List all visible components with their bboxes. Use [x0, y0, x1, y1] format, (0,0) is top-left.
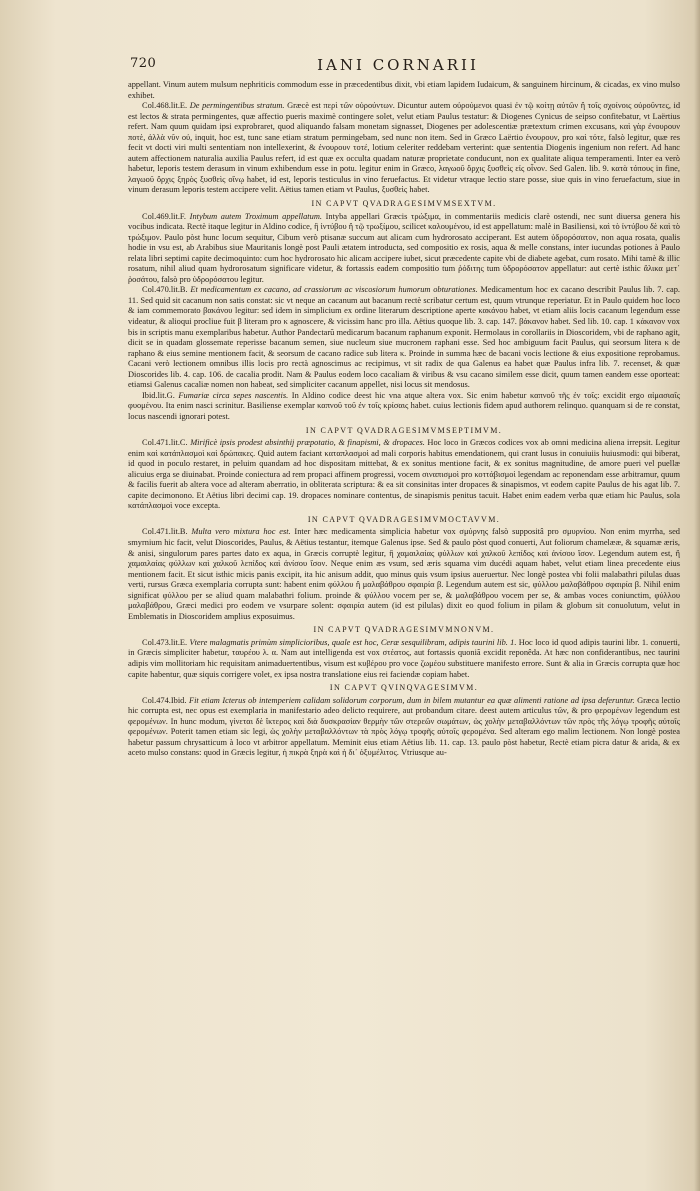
lemma: Fit etiam Icterus ob intemperiem calidam solidorum corporum, dum in bilem mutantur ea quæ alimenti ratione ad ipsa deferuntur. — [188, 695, 635, 705]
lemma: Multa vero mixtura hoc est. — [191, 527, 291, 537]
paragraph — [128, 80, 680, 101]
commentary-entry — [128, 638, 680, 680]
column-reference: Ibid.lit.G. — [142, 390, 175, 400]
entry-text: Hoc loco id quod adipis taurini libr. 1. conuerti, in Græcis simpliciter habetur, ταυρέου λ. α. Nam aut intelligenda est vox στέατος, aut fortassis quoniã excidit reponêda. At hæc non confiderantibus, nec taurini adipis vim mollitoriam hic requisitam animaduertentibus, visum est κυβέρου pro voce ζωμέου substituere manifesto errore. Sunt & alia in Græcis corrupta quæ hoc capite habentur, quæ siquis corrigere volet, ex ipsa nostra translatione eius rei faciendæ copiam habet. — [128, 637, 680, 679]
entry-text: Medicamentum hoc ex cacano describit Paulus lib. 7. cap. 11. Sed quid sit cacanum non satis constat: sic vt neque an cacanum aut bacanum rectè scribatur certum est, quum vtrunque reperiatur. Et in Paulo quidem hoc loco & iam commemorato βακάνου legitur: sed idem in simplicium ex ordine literarum descriptione aperte κακάνου habet, vt etiam aliis locis cacanum legendum esse videatur, & alioqui procliue fuit β literam pro κ agnoscere, & vicissim hanc pro illa. Aëtius quoque lib. 3. cap. 147. βάκανον habet. Sed lib. 10. cap. 1 κάκανον vox bis in scriptis manu exemplaribus habetur. Author Pandectarũ medicarum bacanum raphanum exponit. Hermolaus in corollariis in Dioscoridem, vbi de raphano agit, dicit se in quadam glossemate reperisse bacanum semen, siue nucleum siue mucronem raphani esse. Sed hoc ambiguum facit Paulus, qui seorsum litera κ de raphano & eius semine mentionem facit, & seorsum de cacano radice sub litera κ. Proinde in summa hæc de bacani vocis lectione & eius expositione reprobamus. Cacani verò lectionem omnibus illis locis pro rectà agnoscimus ac recipimus, vt sit radix de qua Galenus ea habet quæ Paulus infra lib. 7. recenset, & quæ Dioscorides lib. 4. cap. 106. de cacalia prodit. Nam & Paulus eodem loco cacaliam & viribus & vsu cacano similem esse dicit, quum tamen eandem esse oporteat: etiamsi Galenus cacaliæ nomen non habeat, sed simpliciter cacanum appellet, nisi locus sit mendosus. — [128, 285, 680, 390]
column-reference: Col.474.Ibid. — [142, 695, 187, 705]
lemma: Vtere malagmatis primùm simplicioribus, quale est hoc, Ceræ sesquilibram, adipis taurini lib. 1. — [189, 637, 517, 647]
commentary-entry — [128, 391, 680, 423]
page-header — [118, 56, 678, 78]
entry-text: Intyba appellari Græcis τρώξιμα, in commentariis medicis clarè ostendi, nec sunt diuersa genera his vocibus indicata. Rectè itaque legitur in Aldino codice, ἢ ἰντύβου ἢ τῷ τρωξίμου, scilicet καλουμένου, id est appellatum: malè in Basiliensi, καὶ τὸ ἰντύβου δὲ καὶ τὸ τρώξιμον. Paulo pòst hunc locum sequitur, Cibum verò ptisanæ succum aut alicam cum hydrorosato acciperant. Est autem ὑδρορόσατον, non aqua rosata, qualis hodie in vsu est, ab Arabibus siue Mauritanis longè post Pauli ætatem introducta, sed compositio ex rosis, aqua & melle constans, inter iucundas potiones à Paulo relata libri septimi capite decimoquinto: cum hoc hydrorosato hic alicam accipere iubet, sicut præcedente capite vbi de diabete agebat, cum rosato. Mihi tamè & illic rosatum, nihil aliud quam hydrorosatum significare videtur, & fortassis eadem compositio tum ῥόδιτης tum ὑδρορόσατον appellatur: aut certè isthic ἄλικα μετ᾽ ῥοσάτου, falsò pro ὑδρορόσατου legitur. — [128, 211, 680, 284]
entry-text: Hoc loco in Græcos codices vox ab omni medicina aliena irrepsit. Legitur enim καὶ κατάπλασμοὶ καὶ δρώπακες. Quid autem faciant καταπλασμοὶ ad mali corporis habitus emendationem, qui crant lusus in conuiuiis huiusmodi: qui biberat, id quod in poculo restaret, in peluim quandam ad hoc dispositam mittebat, & ex sonitus mentione facit, & ex sonitus magnitudine, de amore pueri vel puellæ alicuius erga se diuinabat. Proinde coniectura ad rem propaci affinem progressi, vocem σιναπισμοὶ pro κοττάβισμοὶ legendam ac reponendam esse arbitramur, quum & facilis fuerit ab altera voce ad alteram aberratio, in obliterata scriptura: & ea sit consinitas inter dropaces & sinapismos, vt eodem capite Paulus de his agat lib. 7. capite decimonono. Et Aëtius libri decimi cap. 19. dropaces nominare contentus, de sinapismis penitus tacuit. Habet enim eadem verba quæ etiam hic Paulus, sola κατάπλασμοὶ voce excepta. — [128, 438, 680, 511]
chapter-heading: IN CAPVT QVINQVAGESIMVM. — [329, 683, 479, 693]
commentary-entry — [128, 285, 680, 390]
column-reference: Col.470.lit.B. — [142, 285, 188, 295]
lemma: De permingentibus stratum. — [189, 101, 285, 111]
running-head: IANI CORNARII — [317, 56, 479, 74]
entry-text: Græcè est περὶ τῶν οὐρούντων. Dicuntur autem οὐρούμενοι quasi ἐν τῷ κοίτῃ αὐτῶν ἢ τοῖς σχοίνοις οὐροῦντες, id est lectos & strata permingentes, quæ affectio pueris maximè contingere solet, velut etiam Paulus testatur: & Diogenes Cynicus de seipso confitebatur, vt Laërtius refert. Nam quum quidam ipsi exprobraret, quod aliquando falsam monetam signasset, Diogenes per adolescentiæ prætextum crimen excusans, καὶ γὰρ ἐνουρουν ποτὲ, ἀλλὰ νῦν οὐ, inquit, hoc est, tunc sane etiam stratum permingebam, sed nunc non item. Sed in Græco Laërtio ἐνουρουν, pro καὶ τότε, falsò legitur, quæ res fecit vt docti viri multi sententiam non intellexerint, & ἐνουρουν τοτέ, lotium celeriter reddebam verterint: quæ sententia Diogenis ingenium non refert. Ad hanc autem affectionem naturalia auxilia Paulus refert, id est quæ ex occulta quadam naturæ proprietate conducunt, non ex qualitate aliqua temperamenti. Inter ea verò habetur, leporis testem derasum in vinum exhibendum esse in potu. legitur enim in Græco, λαγωοῦ ὄρχις ξυσθεὶς εἰς οἶνον. Sed Galen. lib. 9. κατὰ τόπους in fine, λαγωοῦ ὄρχις ξηρὸς ξυσθεὶς οἴνῳ habet, id est, leporis testiculus in vino feruefactus. Et videtur vtraque lectio stare posse, siue quis in vino feruefactum, siue in vinum derasum leporis testem accipere velit. Aëtius tamen etiam vt Paulus, ξυσθεὶς habet. — [128, 101, 680, 195]
commentary-entry — [128, 438, 680, 512]
chapter-heading: IN CAPVT QVADRAGESIMVMSEPTIMVM. — [305, 425, 503, 435]
page-body — [128, 80, 680, 1165]
entry-text: Inter hæc medicamenta simplicia habetur vox σμύρνης falsò suppositâ pro σμυρνίου. Non enim myrrha, sed smyrnium hic facit, velut Dioscorides, Paulus, & Aëtius testantur, itemque Galenus ipse. Sed & paulo pòst quod conuerti, Aut foliorum chamelææ, & squamæ æris, & anisi, singulorum pares partes dato ex aqua, in Græcis corruptè legitur, ἢ χαμαιλαίας φύλλων καὶ χαλκοῦ λεπίδος καὶ ἀνίσου ἴσον. Legendum autem est, ἢ χαμαιλαίας φύλλων καὶ χαλκοῦ λεπίδος καὶ ἀνίσου ἴσον. Neque enim æs vsum, sed æris squama vim ducédi aquam habet, velut etiam linea precedente eius mentionem facit. Et sicut isthic micis panis excipit, ita hic anisum addit, quo minus quis vsum ipsius aueruertur. Nec longè postea vbi folii malabathri pilulas duas verti, rursus Græca exemplaria corrupta sunt: habent enim φύλλου ἢ μαλαβάθρου σφαιρία β. Legendum autem est sic, φύλλου μαλαβάθρου σφαιρία β. Nihil enim significat φύλλου per se aliud quam malabathri folium. proinde & φύλλου vocem per se, & μαλαβάθρου vocem per se, & ambas voces coniunctim, φύλλου μαλαβάθρου, Græci medici pro eodem ve vsurpare solent: σφαιρία autem (id est pilulas) dixit eo quod folium in pilam & globum sit conuolutum, velut in Emblematis in Dioscoridem amplius exposuimus. — [128, 527, 680, 621]
page-edge-shadow — [694, 0, 700, 1191]
lemma: Et medicamentum ex cacano, ad crassiorum ac viscosiorum humorum obturationes. — [190, 285, 478, 295]
chapter-heading: IN CAPVT QVADRAGESIMVMNONVM. — [313, 625, 495, 635]
lemma: Fumariæ circa sepes nascentis. — [178, 390, 289, 400]
entry-text: In Aldino codice deest hic vna atque altera vox. Sic enim habetur καπνοῦ τῆς ἐν τοῖς: excidit ergo αἱμασιαῖς φυομένου. Ita enim nasci scrinitur. Basiliense exemplar καπνοῦ τοῦ ἐν τοῖς κρίσαις habet. cuius lectionis fidem apud authorem relinquo. quanquam si de re constat, locus nascendi ignorari potest. — [128, 390, 680, 421]
commentary-entry — [128, 212, 680, 286]
column-reference: Col.468.lit.E. — [142, 101, 188, 111]
column-reference: Col.471.lit.C. — [142, 438, 188, 448]
entry-text: Græca lectio hic corrupta est, nec opus est exemplaria in manifestario adeo delicto requirere, aut probandum citare. deest autem articulus τῶν, & pro φερομένων legendum est φερομένων. In hunc modum, γίνεται δὲ ἴκτερος καὶ διὰ δυσκρασίαν θερμὴν τῶν στερεῶν σωμάτων, ὡς χολὴν μεταβαλλόντων τῶν πρὸς τῆς λόγῳ τροφῆς αὐτοῖς φερομένων. Poterit tamen etiam sic legi, ὡς χολὴν μεταβαλλόντων τὰ πρὸς λόγῳ τροφῆς αὐτοῖς φερομένα. Sed alteram ego malim lectionem. Non longè postea habetur passum chrysatticum à loco vt arbitror appellatum. Meminit eius etiam Aëtius lib. 11. cap. 13. paulo pòst habetur, Rectè etiam picra datur & arida, & ex aceto mulso constans: quod in Græcis legitur, ἡ πικρὰ ξηρὰ καὶ ἡ δι᾽ ὀξυμέλιτος. Vtriusque au- — [128, 695, 680, 758]
page-number: 720 — [130, 56, 157, 71]
entry-text: appellant. Vinum autem mulsum nephriticis commodum esse in præcedentibus dixit, vbi etiam lapidem Iudaicum, & sanguinem hircinum, & cicadas, ex vino mulso exhibet. — [128, 80, 680, 100]
commentary-entry — [128, 101, 680, 196]
commentary-entry — [128, 527, 680, 622]
commentary-entry — [128, 696, 680, 759]
column-reference: Col.469.lit.F. — [142, 211, 187, 221]
chapter-heading: IN CAPVT QVADRAGESIMVMOCTAVVM. — [307, 514, 501, 524]
lemma: Mirificè ipsis prodest absinthij præpotatio, & finapismi, & dropaces. — [190, 438, 425, 448]
chapter-heading: IN CAPVT QVADRAGESIMVMSEXTVM. — [311, 199, 497, 209]
column-reference: Col.473.lit.E. — [142, 637, 188, 647]
column-reference: Col.471.lit.B. — [142, 527, 188, 537]
lemma: Intybum autem Troximum appellatum. — [189, 211, 322, 221]
